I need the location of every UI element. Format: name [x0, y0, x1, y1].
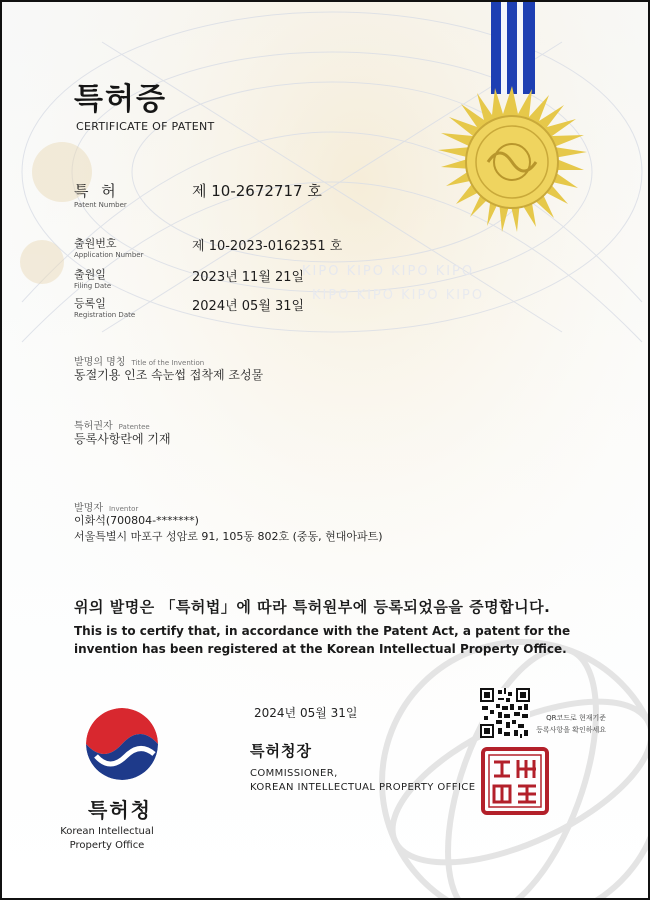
filing-date-label: 출원일 [74, 268, 106, 281]
kipo-logo-icon [82, 704, 162, 784]
kipo-name-en-line1: Korean Intellectual [60, 826, 154, 837]
invention-title-value: 동절기용 인조 속눈썹 접착제 조성물 [74, 368, 264, 382]
patentee-label-en: Patentee [118, 423, 150, 431]
patent-number-value: 제 10-2672717 호 [192, 182, 322, 200]
application-number-label: 출원번호 [74, 237, 117, 250]
registration-date-label: 등록일 [74, 297, 106, 310]
kipo-name-en-line2: Property Office [69, 840, 145, 851]
commissioner-title-en-line1: COMMISSIONER, [250, 768, 338, 779]
stamp-icon [480, 746, 550, 816]
certification-en-line2: invention has been registered at the Korean Intellectual Property Office. [74, 642, 567, 656]
patentee-label: 특허권자 [74, 421, 113, 432]
certification-en-line1: This is to certify that, in accordance with the Patent Act, a patent for the [74, 624, 571, 638]
patent-number-label-en: Patent Number [74, 201, 127, 209]
invention-title-label-en: Title of the Invention [131, 359, 205, 367]
qr-code-icon[interactable] [480, 688, 530, 738]
ribbon-left [491, 2, 501, 94]
ribbon-right [523, 2, 535, 94]
patent-number-label: 특 허 [74, 182, 120, 200]
kipo-watermark: KIPO KIPO KIPO KIPO [302, 264, 475, 279]
application-number-value: 제 10-2023-0162351 호 [192, 239, 343, 254]
filing-date-value: 2023년 11월 21일 [192, 270, 305, 285]
filing-date-label-en: Filing Date [74, 282, 112, 290]
inventor-label-en: Inventor [108, 505, 139, 513]
signature-date: 2024년 05월 31일 [254, 706, 358, 720]
commissioner-title-en-line2: KOREAN INTELLECTUAL PROPERTY OFFICE [250, 782, 476, 793]
ribbon-middle [507, 2, 517, 94]
inventor-address: 서울특별시 마포구 성암로 91, 105동 802호 (중동, 현대아파트) [74, 530, 383, 543]
page-title: 특허증 [74, 82, 167, 117]
gold-seal-icon [432, 84, 592, 244]
registration-date-value: 2024년 05월 31일 [192, 299, 305, 314]
commissioner-title-ko: 특허청장 [250, 742, 312, 760]
kipo-watermark-2: KIPO KIPO KIPO KIPO [312, 288, 485, 303]
inventor-name: 이화석(700804-*******) [74, 514, 199, 527]
kipo-name-ko: 특허청 [88, 798, 152, 822]
qr-note-line2: 등록사항을 확인하세요 [536, 726, 606, 734]
registration-date-label-en: Registration Date [74, 311, 136, 319]
official-stamp [480, 746, 550, 816]
invention-title-label: 발명의 명칭 [74, 357, 126, 368]
qr-note-line1: QR코드로 현재기준 [546, 714, 606, 722]
inventor-label: 발명자 [74, 503, 103, 514]
application-number-label-en: Application Number [74, 251, 144, 259]
certification-ko: 위의 발명은 「특허법」에 따라 특허원부에 등록되었음을 증명합니다. [74, 598, 551, 616]
page-subtitle: CERTIFICATE OF PATENT [76, 120, 215, 133]
patentee-value: 등록사항란에 기재 [74, 432, 171, 446]
